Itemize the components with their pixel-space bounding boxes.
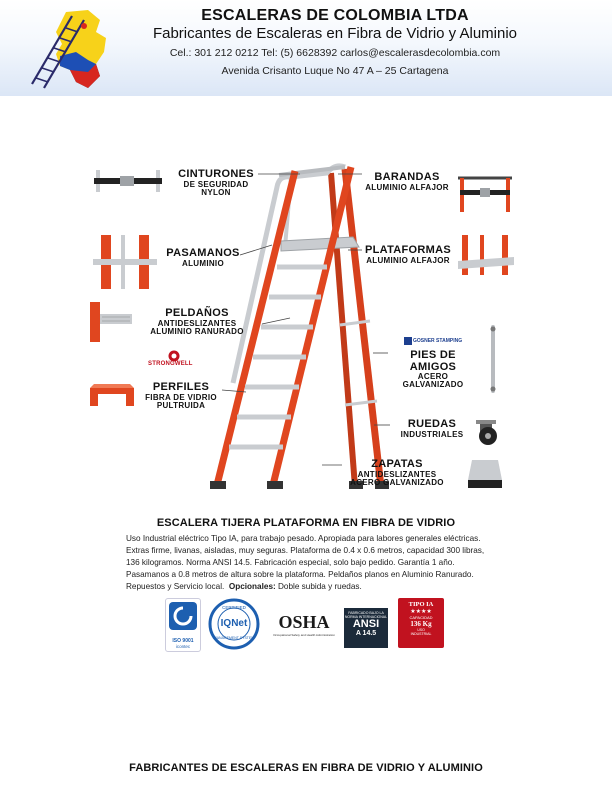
feature-peldanos: PELDAÑOS ANTIDESLIZANTES ALUMINIO RANURADO	[150, 307, 244, 336]
company-name: ESCALERAS DE COLOMBIA LTDA	[201, 7, 469, 24]
osha-badge: OSHA Occupational Safety and Health Administration	[273, 612, 335, 637]
company-tagline: Fabricantes de Escaleras en Fibra de Vidrio y Aluminio	[152, 25, 518, 42]
handrail-photo-icon	[93, 235, 157, 289]
icontec-iso-9001-badge: ISO 9001 icontec	[165, 598, 201, 652]
feature-cinturones: CINTURONES DE SEGURIDAD NYLON	[178, 168, 254, 197]
platform-photo-icon	[458, 235, 514, 275]
step-photo-icon	[90, 302, 132, 342]
product-description: Uso Industrial eléctrico Tipo IA, para trabajo pesado. Apropiada para labores generales eléctricas. Extras firme, livanas, aisladas, muy seguras. Plataforma de 0.4 x 0.6 metros, capacidad 300 libras, 136 kilogramos. Norma ANSI 14.5. Fabricación especial, solo bajo pedido. Garantía 1 año. Pasamanos a 0.8 metros de altura sobre la plataforma. Peldaños planos en Aluminio Ranurado. Repuestos y Servicio local. Opcionales: Doble subida y ruedas.	[126, 534, 485, 591]
gosner-brand: GOSNER STAMPING	[413, 338, 463, 344]
feature-zapatas: ZAPATAS ANTIDESLIZANTES ACERO GALVANIZADO	[350, 458, 444, 487]
ansi-standard-badge: FABRICADO BAJO LA NORMA INTERNACIONAL ANSI A 14.5	[344, 608, 388, 648]
spreader-bar-photo-icon	[486, 325, 500, 393]
icontec-logo-icon	[166, 599, 200, 633]
company-address: Avenida Crisanto Luque No 47 A – 25 Cartagena	[221, 65, 449, 77]
iqnet-certified-badge: CERTIFIED IQNet MANAGEMENT SYSTEM	[208, 598, 260, 650]
tipo-ia-capacity-badge: TIPO IA ★★★★ CAPACIDAD 136 Kg USO INDUSTRIAL	[398, 598, 444, 648]
strongwell-logo-icon	[168, 350, 180, 362]
anti-slip-foot-photo-icon	[466, 456, 504, 492]
feature-ruedas: RUEDAS INDUSTRIALES	[400, 418, 464, 439]
feature-pasamanos: PASAMANOS ALUMINIO	[166, 247, 240, 268]
contact-info: Cel.: 301 212 0212 Tel: (5) 6628392 carlos@escalerasdecolombia.com	[169, 47, 501, 59]
strongwell-brand: STRONGWELL	[148, 361, 193, 367]
wheel-photo-icon	[470, 418, 502, 446]
feature-pies-de-amigos: PIES DE AMIGOS ACERO GALVANIZADO	[402, 349, 464, 390]
gosner-logo-icon	[404, 337, 412, 345]
feature-plataformas: PLATAFORMAS ALUMINIO ALFAJOR	[365, 244, 451, 265]
guardrail-photo-icon	[452, 168, 518, 212]
footer-slogan: FABRICANTES DE ESCALERAS EN FIBRA DE VIDRIO Y ALUMINIO	[129, 762, 483, 774]
fiberglass-profile-photo-icon	[90, 382, 134, 410]
product-title: ESCALERA TIJERA PLATAFORMA EN FIBRA DE VIDRIO	[156, 517, 456, 529]
feature-perfiles: PERFILES FIBRA DE VIDRIO PULTRUIDA	[145, 381, 217, 410]
feature-barandas: BARANDAS ALUMINIO ALFAJOR	[365, 171, 449, 192]
seat-belt-photo-icon	[90, 168, 166, 194]
